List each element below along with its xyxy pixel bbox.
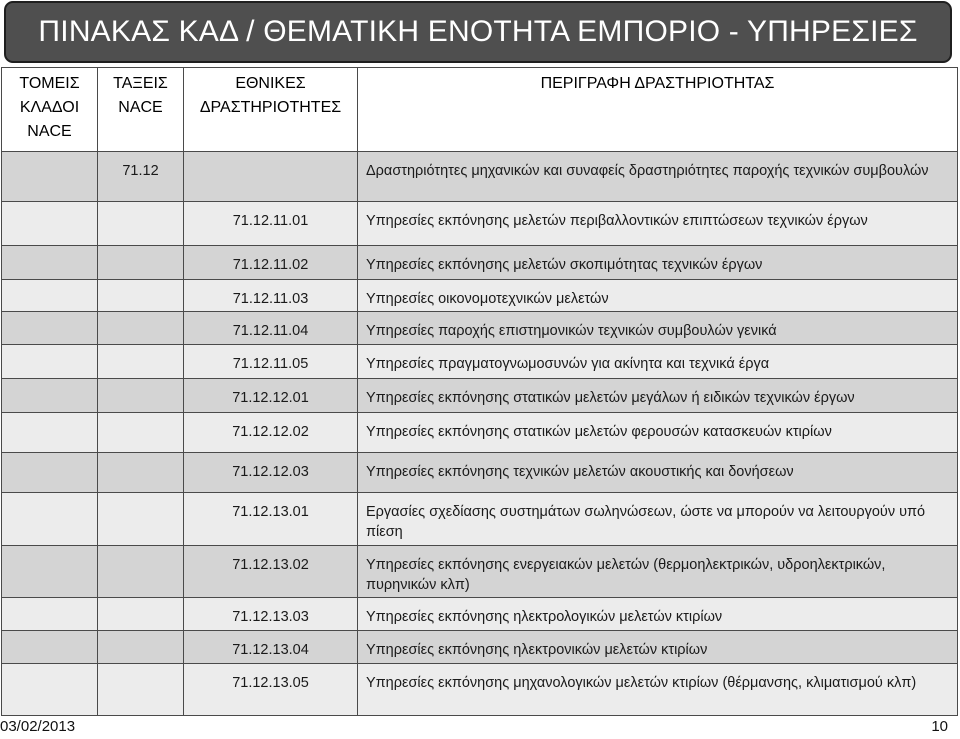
description-cell: Υπηρεσίες εκπόνησης ηλεκτρολογικών μελετών κτιρίων xyxy=(358,598,958,631)
page-title: ΠΙΝΑΚΑΣ ΚΑΔ / ΘΕΜΑΤΙΚΗ ΕΝΟΤΗΤΑ ΕΜΠΟΡΙΟ - ΥΠΗΡΕΣΙΕΣ xyxy=(4,1,952,63)
class-cell xyxy=(98,280,184,312)
class-cell xyxy=(98,312,184,345)
class-cell xyxy=(98,493,184,546)
national-code-cell: 71.12.13.02 xyxy=(184,546,358,598)
class-cell xyxy=(98,631,184,664)
national-code-cell: 71.12.13.04 xyxy=(184,631,358,664)
national-code-cell: 71.12.11.05 xyxy=(184,345,358,379)
table-row xyxy=(2,453,958,493)
national-code-cell: 71.12.12.01 xyxy=(184,379,358,413)
sector-cell xyxy=(2,280,98,312)
table-row xyxy=(2,493,958,546)
class-cell xyxy=(98,598,184,631)
description-cell: Υπηρεσίες εκπόνησης στατικών μελετών μεγάλων ή ειδικών τεχνικών έργων xyxy=(358,379,958,413)
class-cell xyxy=(98,202,184,246)
table-row xyxy=(2,379,958,413)
class-cell xyxy=(98,546,184,598)
national-code-cell: 71.12.13.05 xyxy=(184,664,358,716)
national-code-cell xyxy=(184,152,358,202)
sector-cell xyxy=(2,413,98,453)
class-cell: 71.12 xyxy=(98,152,184,202)
table-row xyxy=(2,546,958,598)
table-row xyxy=(2,246,958,280)
description-cell: Υπηρεσίες εκπόνησης στατικών μελετών φερουσών κατασκευών κτιρίων xyxy=(358,413,958,453)
description-cell: Υπηρεσίες παροχής επιστημονικών τεχνικών συμβουλών γενικά xyxy=(358,312,958,345)
national-code-cell: 71.12.13.01 xyxy=(184,493,358,546)
table-row xyxy=(2,202,958,246)
sector-cell xyxy=(2,546,98,598)
description-cell: Υπηρεσίες εκπόνησης ενεργειακών μελετών (θερμοηλεκτρικών, υδροηλεκτρικών, πυρηνικών κλπ) xyxy=(358,546,958,598)
class-cell xyxy=(98,413,184,453)
sector-cell xyxy=(2,345,98,379)
table-row xyxy=(2,345,958,379)
sector-cell xyxy=(2,631,98,664)
description-cell: Υπηρεσίες πραγματογνωμοσυνών για ακίνητα και τεχνικά έργα xyxy=(358,345,958,379)
table-row xyxy=(2,598,958,631)
sector-cell xyxy=(2,202,98,246)
national-code-cell: 71.12.11.01 xyxy=(184,202,358,246)
description-cell: Υπηρεσίες εκπόνησης μηχανολογικών μελετών κτιρίων (θέρμανσης, κλιματισμού κλπ) xyxy=(358,664,958,716)
sector-cell xyxy=(2,312,98,345)
sector-cell xyxy=(2,598,98,631)
description-cell: Δραστηριότητες μηχανικών και συναφείς δραστηριότητες παροχής τεχνικών συμβουλών xyxy=(358,152,958,202)
sector-cell xyxy=(2,379,98,413)
class-cell xyxy=(98,379,184,413)
national-code-cell: 71.12.13.03 xyxy=(184,598,358,631)
header-sectors: ΤΟΜΕΙΣ ΚΛΑΔΟΙ NACE xyxy=(2,68,98,152)
national-code-cell: 71.12.11.03 xyxy=(184,280,358,312)
national-code-cell: 71.12.11.04 xyxy=(184,312,358,345)
page-number: 10 xyxy=(931,718,948,735)
class-cell xyxy=(98,246,184,280)
description-cell: Υπηρεσίες εκπόνησης ηλεκτρονικών μελετών κτιρίων xyxy=(358,631,958,664)
kad-table xyxy=(1,67,958,716)
national-code-cell: 71.12.11.02 xyxy=(184,246,358,280)
table-row xyxy=(2,631,958,664)
description-cell: Υπηρεσίες εκπόνησης μελετών σκοπιμότητας τεχνικών έργων xyxy=(358,246,958,280)
sector-cell xyxy=(2,152,98,202)
national-code-cell: 71.12.12.03 xyxy=(184,453,358,493)
sector-cell xyxy=(2,493,98,546)
footer-date: 03/02/2013 xyxy=(0,718,76,735)
table-row xyxy=(2,280,958,312)
sector-cell xyxy=(2,664,98,716)
header-national-activities: ΕΘΝΙΚΕΣ ΔΡΑΣΤΗΡΙΟΤΗΤΕΣ xyxy=(184,68,358,152)
header-classes: ΤΑΞΕΙΣ NACE xyxy=(98,68,184,152)
class-cell xyxy=(98,345,184,379)
description-cell: Υπηρεσίες οικονομοτεχνικών μελετών xyxy=(358,280,958,312)
table-row xyxy=(2,413,958,453)
description-cell: Εργασίες σχεδίασης συστημάτων σωληνώσεων, ώστε να μπορούν να λειτουργούν υπό πίεση xyxy=(358,493,958,546)
table-header-row xyxy=(2,68,958,152)
description-cell: Υπηρεσίες εκπόνησης τεχνικών μελετών ακουστικής και δονήσεων xyxy=(358,453,958,493)
table-row xyxy=(2,664,958,716)
sector-cell xyxy=(2,453,98,493)
header-activity-description: ΠΕΡΙΓΡΑΦΗ ΔΡΑΣΤΗΡΙΟΤΗΤΑΣ xyxy=(358,68,958,152)
table-row xyxy=(2,312,958,345)
class-cell xyxy=(98,453,184,493)
table-row xyxy=(2,152,958,202)
national-code-cell: 71.12.12.02 xyxy=(184,413,358,453)
description-cell: Υπηρεσίες εκπόνησης μελετών περιβαλλοντικών επιπτώσεων τεχνικών έργων xyxy=(358,202,958,246)
class-cell xyxy=(98,664,184,716)
sector-cell xyxy=(2,246,98,280)
